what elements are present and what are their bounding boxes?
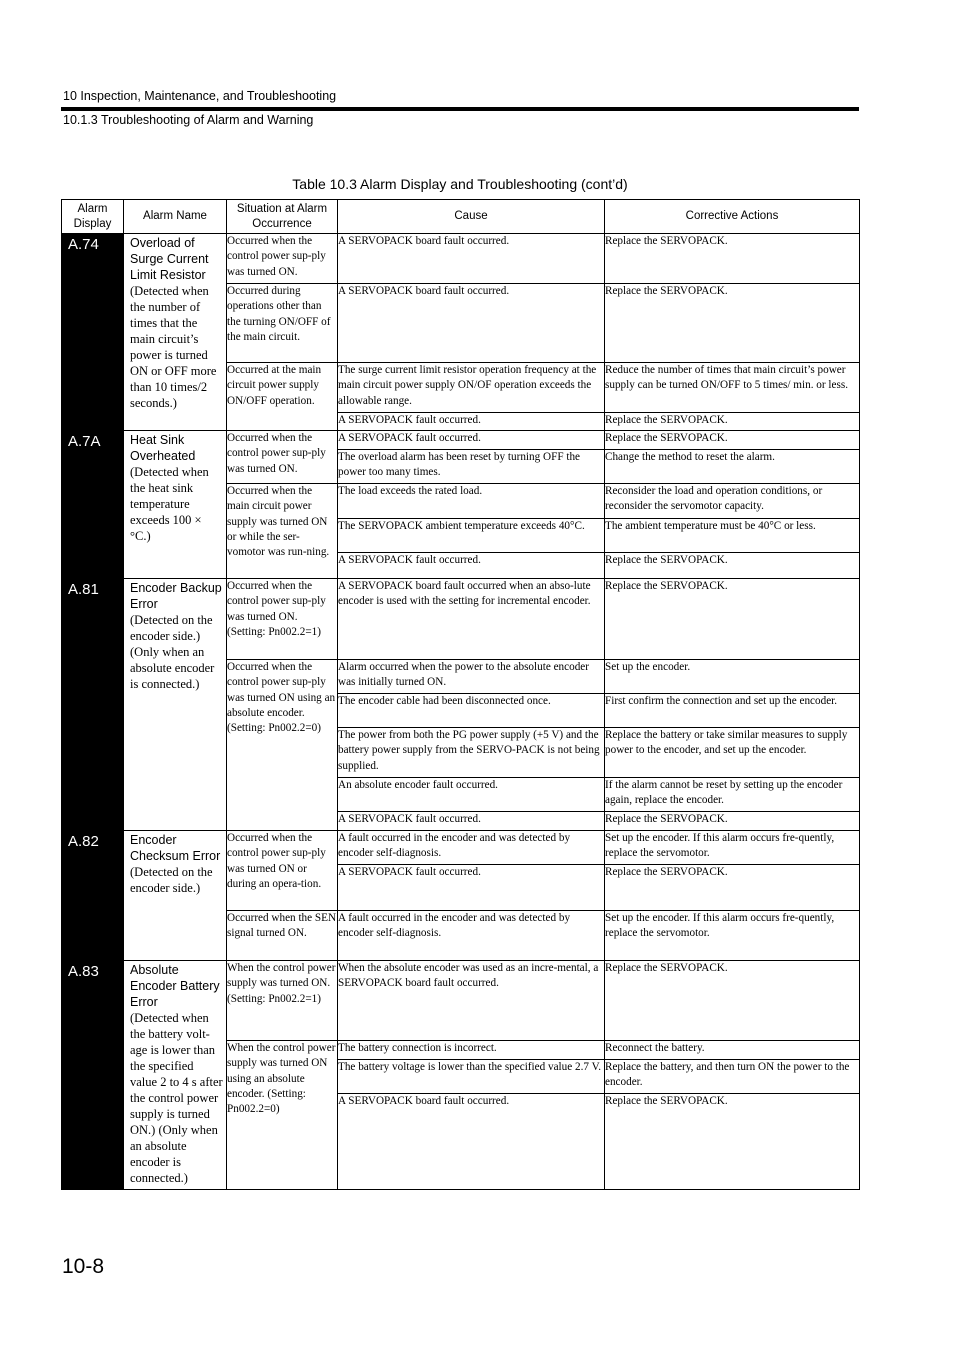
situation-cell: When the control power supply was turned ON. (Setting: Pn002.2=1) [227,961,338,1041]
action-cell: The ambient temperature must be 40°C or less. [605,519,860,553]
action-cell: Replace the battery or take similar measures to supply power to the encoder, and set up the encoder. [605,728,860,778]
action-cell: Set up the encoder. If this alarm occurs fre-quently, replace the servomotor. [605,831,860,865]
col-cause-header: Cause [338,200,605,234]
cause-cell: The encoder cable had been disconnected once. [338,694,605,728]
cause-cell: A SERVOPACK fault occurred. [338,553,605,579]
action-cell: If the alarm cannot be reset by setting up the encoder again, replace the encoder. [605,778,860,812]
cause-cell: A SERVOPACK fault occurred. [338,413,605,431]
alarm-code: A.82 [62,831,124,961]
alarm-note: (Detected when the heat sink temperature exceeds 100 × °C.) [130,465,209,543]
action-cell: Reconsider the load and operation conditions, or reconsider the servomotor capacity. [605,484,860,519]
cause-cell: A SERVOPACK fault occurred. [338,865,605,911]
situation-cell: Occurred when the control power sup-ply was turned ON or during an opera-tion. [227,831,338,911]
situation-cell: Occurred at the main circuit power supply ON/OFF operation. [227,363,338,431]
table-header-row [62,200,860,234]
situation-cell: Occurred when the control power sup-ply was turned ON. (Setting: Pn002.2=1) [227,579,338,660]
col-name-header: Alarm Name [124,200,227,234]
action-cell: Replace the SERVOPACK. [605,865,860,911]
table-row [62,961,860,1041]
situation-cell: Occurred when the control power sup-ply was turned ON. [227,431,338,484]
alarm-code: A.83 [62,961,124,1190]
alarm-name: Heat Sink Overheated [130,433,196,463]
alarm-name-cell [124,431,227,579]
alarm-name: Absolute Encoder Battery Error [130,963,220,1009]
cause-cell: The surge current limit resistor operation frequency at the main circuit power supply ON/OF operation exceeds the allowable range. [338,363,605,413]
col-action-header: Corrective Actions [605,200,860,234]
cause-cell: A fault occurred in the encoder and was detected by encoder self-diagnosis. [338,911,605,961]
alarm-note: (Detected on the encoder side.) [130,865,213,895]
situation-cell: Occurred when the SEN signal turned ON. [227,911,338,961]
alarm-name: Encoder Backup Error [130,581,222,611]
table-row [62,579,860,660]
action-cell: Reconnect the battery. [605,1041,860,1060]
action-cell: Replace the battery, and then turn ON the power to the encoder. [605,1060,860,1094]
alarm-name-cell [124,831,227,961]
cause-cell: A SERVOPACK board fault occurred when an abso-lute encoder is used with the setting for incremental encoder. [338,579,605,660]
cause-cell: The battery connection is incorrect. [338,1041,605,1060]
cause-cell: A SERVOPACK board fault occurred. [338,284,605,363]
situation-cell: Occurred when the control power sup-ply was turned ON. [227,234,338,284]
cause-cell: The overload alarm has been reset by turning OFF the power too many times. [338,450,605,484]
alarm-table [61,199,860,1190]
situation-cell: Occurred when the main circuit power supply was turned ON or while the ser-vomotor was run-ning. [227,484,338,579]
col-display-header: Alarm Display [62,200,124,234]
action-cell: Replace the SERVOPACK. [605,431,860,450]
table-row [62,234,860,284]
action-cell: Reduce the number of times that main circuit’s power supply can be turned ON/OFF to 5 times/ min. or less. [605,363,860,413]
action-cell: Change the method to reset the alarm. [605,450,860,484]
action-cell: Replace the SERVOPACK. [605,284,860,363]
alarm-code: A.74 [62,234,124,431]
chapter-header: 10 Inspection, Maintenance, and Troubleshooting [63,89,337,103]
cause-cell: An absolute encoder fault occurred. [338,778,605,812]
cause-cell: A SERVOPACK fault occurred. [338,812,605,831]
action-cell: First confirm the connection and set up the encoder. [605,694,860,728]
table-row [62,431,860,450]
cause-cell: The SERVOPACK ambient temperature exceeds 40°C. [338,519,605,553]
action-cell: Replace the SERVOPACK. [605,961,860,1041]
situation-cell: When the control power supply was turned ON using an absolute encoder. (Setting: Pn002.2=0) [227,1041,338,1190]
table-row [62,831,860,865]
action-cell: Replace the SERVOPACK. [605,553,860,579]
alarm-code: A.7A [62,431,124,579]
alarm-name: Encoder Checksum Error [130,833,221,863]
alarm-name-cell [124,579,227,831]
cause-cell: When the absolute encoder was used as an incre-mental, a SERVOPACK board fault occurred. [338,961,605,1041]
cause-cell: The power from both the PG power supply (+5 V) and the battery power supply from the SERVO-PACK is not being supplied. [338,728,605,778]
cause-cell: A SERVOPACK board fault occurred. [338,234,605,284]
cause-cell: A fault occurred in the encoder and was detected by encoder self-diagnosis. [338,831,605,865]
action-cell: Replace the SERVOPACK. [605,1094,860,1190]
alarm-name-cell [124,234,227,431]
cause-cell: The battery voltage is lower than the specified value 2.7 V. [338,1060,605,1094]
action-cell: Set up the encoder. [605,660,860,694]
alarm-name-cell [124,961,227,1190]
table-caption: Table 10.3 Alarm Display and Troubleshooting (cont’d) [292,176,628,192]
action-cell: Replace the SERVOPACK. [605,413,860,431]
header-rule [61,107,859,111]
action-cell: Set up the encoder. If this alarm occurs fre-quently, replace the servomotor. [605,911,860,961]
action-cell: Replace the SERVOPACK. [605,812,860,831]
alarm-note: (Detected on the encoder side.) (Only when an absolute encoder is connected.) [130,613,215,691]
cause-cell: A SERVOPACK board fault occurred. [338,1094,605,1190]
alarm-name: Overload of Surge Current Limit Resistor [130,236,209,282]
alarm-code: A.81 [62,579,124,831]
section-header: 10.1.3 Troubleshooting of Alarm and Warning [63,113,314,127]
cause-cell: A SERVOPACK fault occurred. [338,431,605,450]
situation-cell: Occurred when the control power sup-ply was turned ON using an absolute encoder. (Setting: Pn002.2=0) [227,660,338,831]
cause-cell: Alarm occurred when the power to the absolute encoder was initially turned ON. [338,660,605,694]
cause-cell: The load exceeds the rated load. [338,484,605,519]
alarm-note: (Detected when the battery volt-age is lower than the specified value 2 to 4 s after the control power supply is turned ON.) (Only when an absolute encoder is connected.) [130,1011,223,1185]
action-cell: Replace the SERVOPACK. [605,234,860,284]
action-cell: Replace the SERVOPACK. [605,579,860,660]
situation-cell: Occurred during operations other than the turning ON/OFF of the main circuit. [227,284,338,363]
col-situation-header: Situation at Alarm Occurrence [227,200,338,234]
page-number: 10-8 [62,1255,105,1278]
alarm-note: (Detected when the number of times that the main circuit’s power is turned ON or OFF more than 10 times/2 seconds.) [130,284,217,410]
